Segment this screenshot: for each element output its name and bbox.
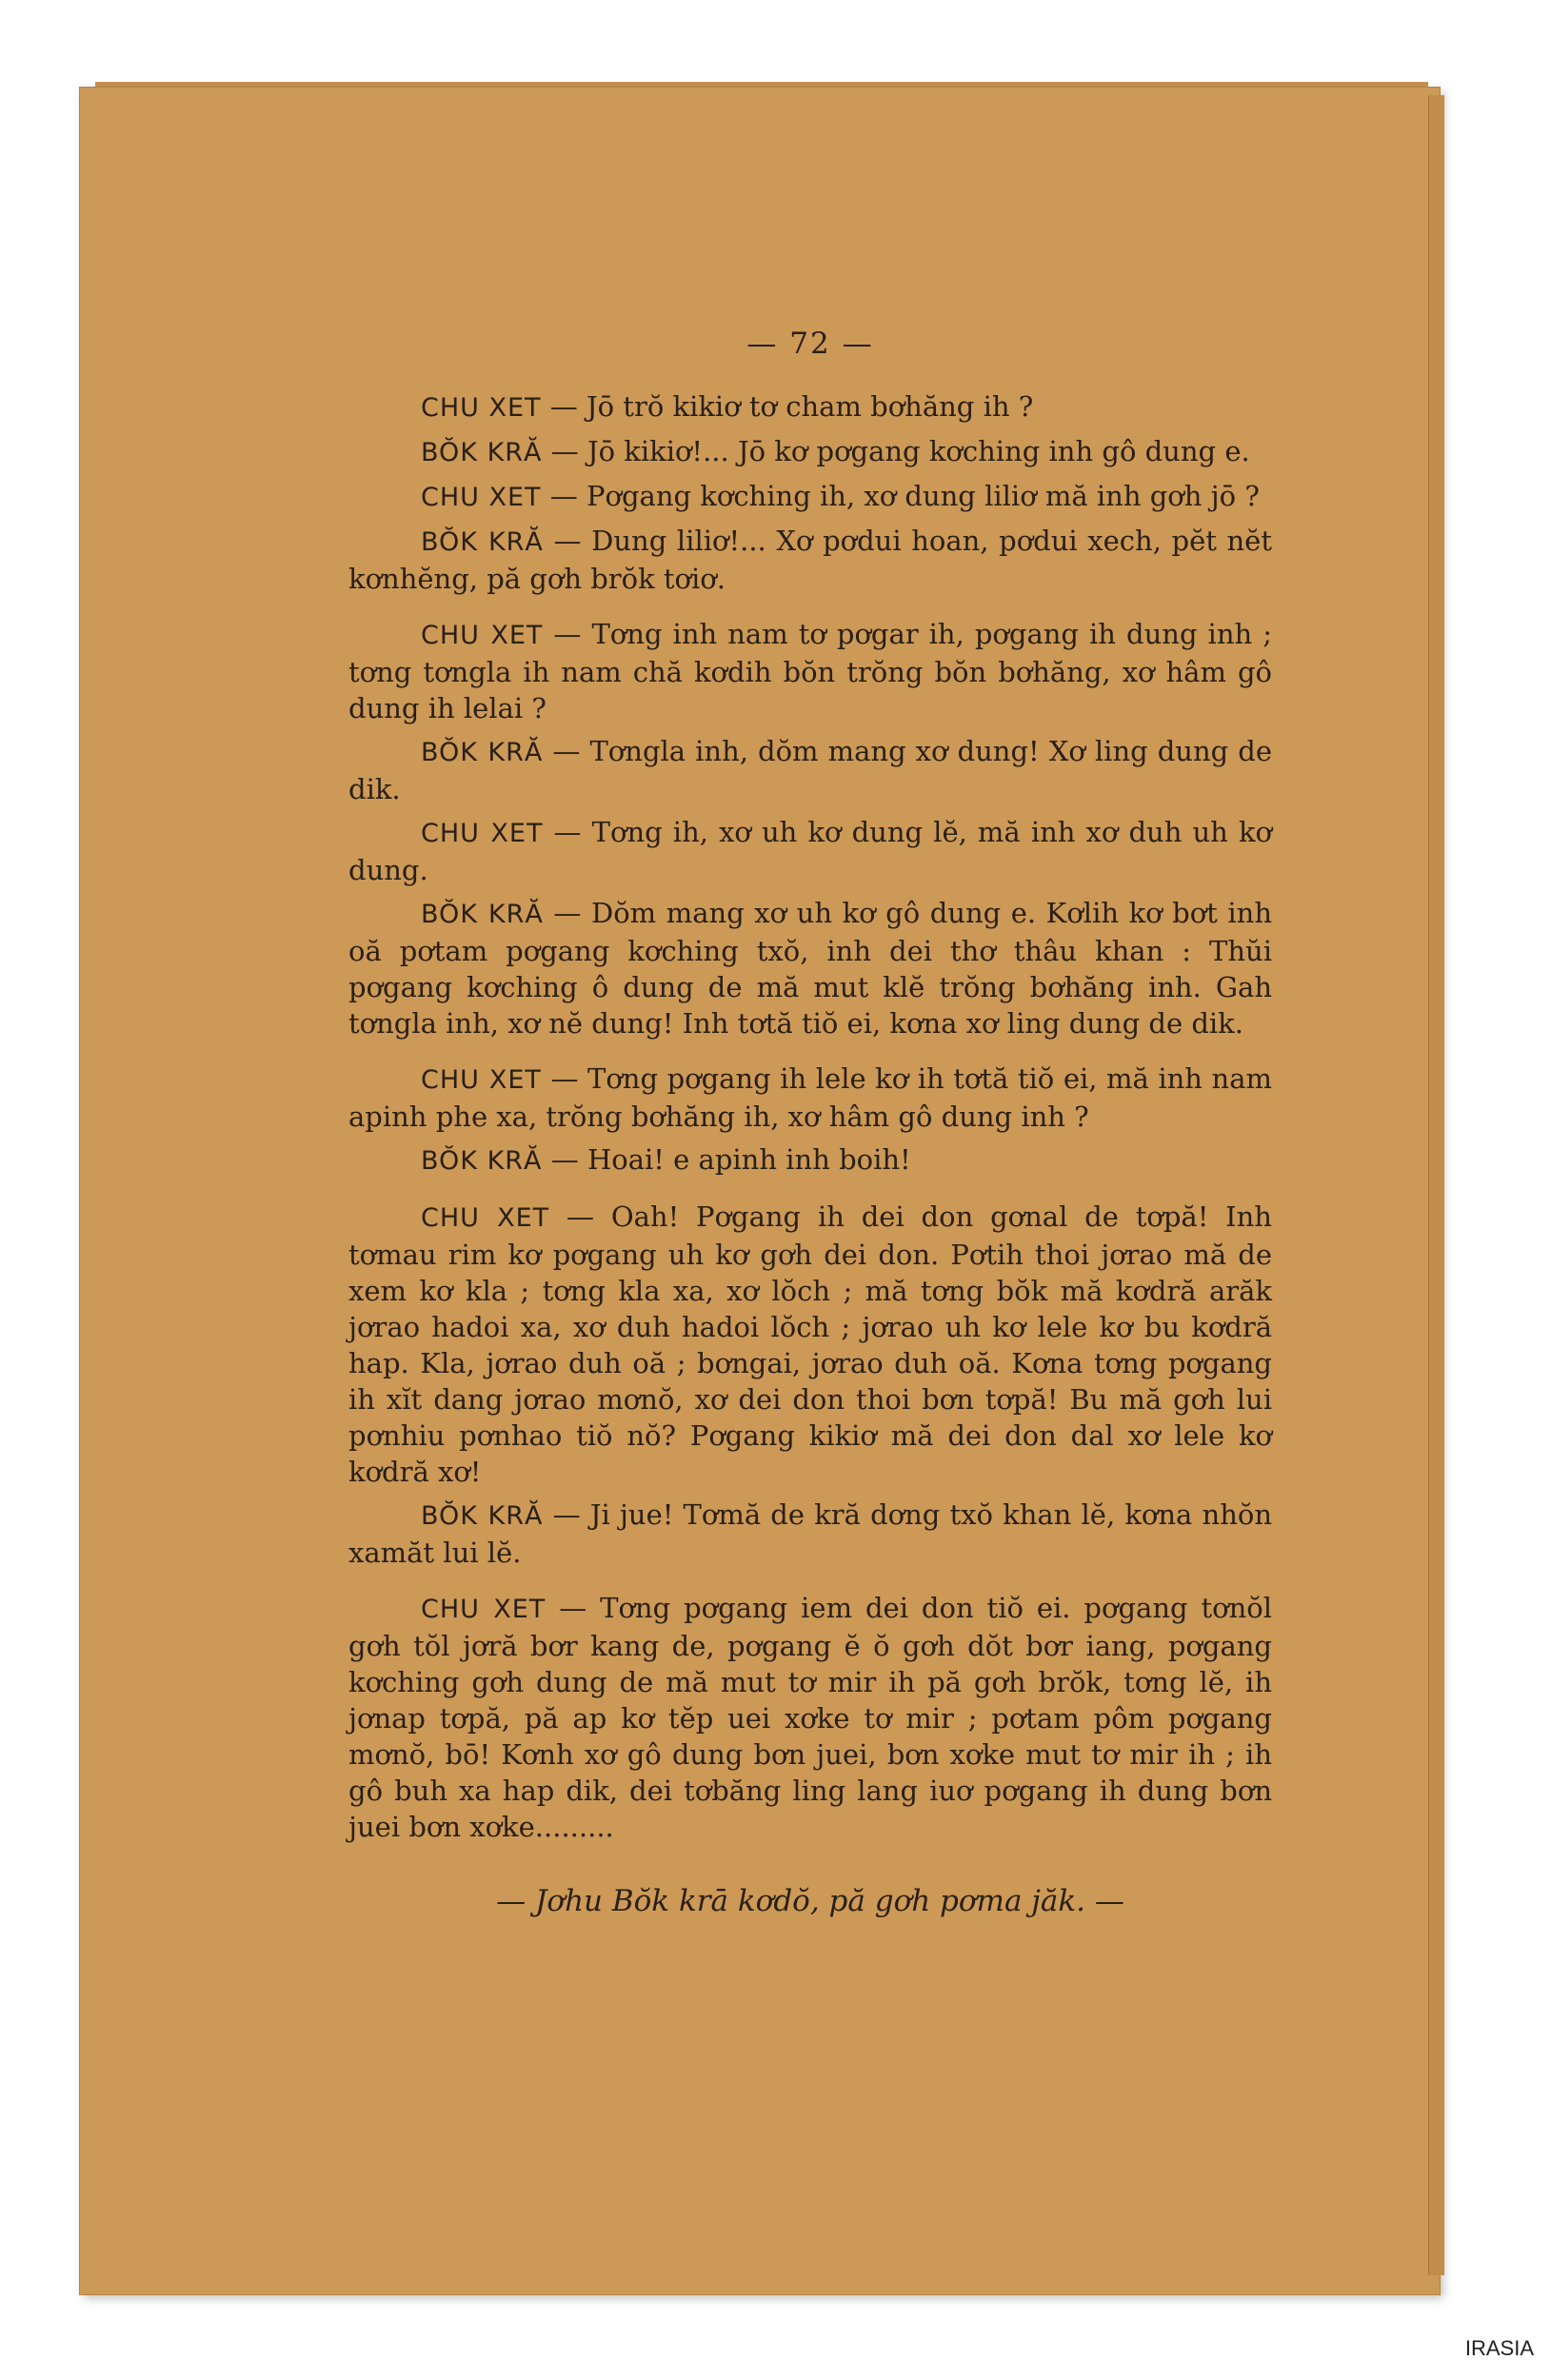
line-text: Tơngla inh, dŏm mang xơ dung! Xơ ling dung de dik. (348, 735, 1272, 805)
speaker: CHU XET (421, 483, 542, 512)
speaker: BŎK KRĂ (421, 438, 543, 467)
dialogue-line: CHU XET — Tơng inh nam tơ pơgar ih, pơgang ih dung inh ; tơng tơngla ih nam chă kơdih bŏn trŏng bŏn bơhăng, xơ hâm gô dung ih lelai ? (348, 618, 1272, 724)
dialogue-line: BŎK KRĂ — Hoai! e apinh inh boih! (421, 1143, 911, 1176)
speaker: BŎK KRĂ (421, 900, 544, 929)
line-text: Pơgang kơching ih, xơ dung liliơ mă inh gơh jō ? (587, 480, 1260, 512)
speaker: BŎK KRĂ (421, 1146, 543, 1176)
speaker: CHU XET (421, 1065, 542, 1095)
closing-line: — Jơhu Bŏk krā kơdŏ, pă gơh pơma jăk. — (496, 1884, 1124, 1918)
dialogue-line: CHU XET — Jō trŏ kikiơ tơ cham bơhăng ih ? (421, 390, 1034, 423)
dialogue-line: BŎK KRĂ — Jō kikiơ!... Jō kơ pơgang kơching inh gô dung e. (421, 435, 1250, 467)
line-text: Ji jue! Tơmă de kră dơng txŏ khan lĕ, kơna nhŏn xamăt lui lĕ. (348, 1498, 1273, 1569)
paper-right-edge (1428, 95, 1444, 2275)
speaker: BŎK KRĂ (421, 1501, 544, 1531)
speaker: CHU XET (421, 393, 542, 423)
dialogue-line: CHU XET — Tơng pơgang ih lele kơ ih tơtă tiŏ ei, mă inh nam apinh phe xa, trŏng bơhăng ih, xơ hâm gô dung inh ? (348, 1062, 1273, 1133)
dialogue-line: CHU XET — Tơng ih, xơ uh kơ dung lĕ, mă inh xơ duh uh kơ dung. (348, 816, 1272, 886)
line-text: Tơng pơgang iem dei don tiŏ ei. pơgang tơnŏl gơh tŏl jơră bơr kang de, pơgang ĕ ŏ gơh dŏt bơr iang, pơgang kơching gơh dung de mă mut tơ mir ih pă gơh brŏk, tơng lĕ, ih jơnap tơpă, pă ap kơ tĕp uei xơke tơ mir ; pơtam pôm pơgang mơnŏ, bō! Kơnh xơ gô dung bơn juei, bơn xơke mut tơ mir ih ; ih gô buh xa hap dik, dei tơbăng ling lang iuơ pơgang ih dung bơn juei bơn xơke......... (348, 1592, 1273, 1843)
speaker: CHU XET (421, 1595, 547, 1624)
line-text: Hoai! e apinh inh boih! (587, 1143, 911, 1176)
dialogue-line: BŎK KRĂ — Dŏm mang xơ uh kơ gô dung e. Kơlih kơ bơt inh oă pơtam pơgang kơching txŏ, inh dei thơ thâu khan : Thŭi pơgang kơching ô dung de mă mut klĕ trŏng bơhăng inh. Gah tơngla inh, xơ nĕ dung! Inh tơtă tiŏ ei, kơna xơ ling dung de dik. (348, 897, 1273, 1040)
speaker: CHU XET (421, 819, 544, 848)
line-text: Tơng ih, xơ uh kơ dung lĕ, mă inh xơ duh uh kơ dung. (348, 816, 1272, 886)
dialogue-line: BŎK KRĂ — Dung liliơ!... Xơ pơdui hoan, pơdui xech, pĕt nĕt kơnhĕng, pă gơh brŏk tơiơ. (348, 525, 1272, 595)
dialogue-line: CHU XET — Oah! Pơgang ih dei don gơnal de tơpă! Inh tơmau rim kơ pơgang uh kơ gơh dei don. Pơtih thoi jơrao mă de xem kơ kla ; tơng kla xa, xơ lŏch ; mă tơng bŏk mă kơdră arăk jơrao hadoi xa, xơ duh hadoi lŏch ; jơrao uh kơ lele kơ bu kơdră hap. Kla, jơrao duh oă ; bơngai, jơrao duh oă. Kơna tơng pơgang ih xĭt dang jơrao mơnŏ, xơ dei don thoi bơn tơpă! Bu mă gơh lui pơnhiu pơnhao tiŏ nŏ? Pơgang kikiơ mă dei don dal xơ lele kơ kơdră xơ! (348, 1200, 1272, 1488)
line-text: Jō kikiơ!... Jō kơ pơgang kơching inh gô dung e. (587, 435, 1250, 467)
dialogue-line: BŎK KRĂ — Tơngla inh, dŏm mang xơ dung! Xơ ling dung de dik. (348, 735, 1272, 805)
line-text: Oah! Pơgang ih dei don gơnal de tơpă! Inh tơmau rim kơ pơgang uh kơ gơh dei don. Pơtih thoi jơrao mă de xem kơ kla ; tơng kla xa, xơ lŏch ; mă tơng bŏk mă kơdră arăk jơrao hadoi xa, xơ duh hadoi lŏch ; jơrao uh kơ lele kơ bu kơdră hap. Kla, jơrao duh oă ; bơngai, jơrao duh oă. Kơna tơng pơgang ih xĭt dang jơrao mơnŏ, xơ dei don thoi bơn tơpă! Bu mă gơh lui pơnhiu pơnhao tiŏ nŏ? Pơgang kikiơ mă dei don dal xơ lele kơ kơdră xơ! (348, 1200, 1272, 1488)
library-watermark: IRASIA (1464, 2336, 1534, 2360)
speaker: CHU XET (421, 1203, 550, 1233)
dialogue-line: CHU XET — Pơgang kơching ih, xơ dung liliơ mă inh gơh jō ? (421, 480, 1260, 512)
speaker: BŎK KRĂ (421, 527, 544, 557)
line-text: Dung liliơ!... Xơ pơdui hoan, pơdui xech, pĕt nĕt kơnhĕng, pă gơh brŏk tơiơ. (348, 525, 1272, 595)
speaker: CHU XET (421, 621, 544, 650)
line-text: Tơng pơgang ih lele kơ ih tơtă tiŏ ei, mă inh nam apinh phe xa, trŏng bơhăng ih, xơ hâm gô dung inh ? (348, 1062, 1273, 1133)
dialogue-line: CHU XET — Tơng pơgang iem dei don tiŏ ei. pơgang tơnŏl gơh tŏl jơră bơr kang de, pơgang ĕ ŏ gơh dŏt bơr iang, pơgang kơching gơh dung de mă mut tơ mir ih pă gơh brŏk, tơng lĕ, ih jơnap tơpă, pă ap kơ tĕp uei xơke tơ mir ; pơtam pôm pơgang mơnŏ, bō! Kơnh xơ gô dung bơn juei, bơn xơke mut tơ mir ih ; ih gô buh xa hap dik, dei tơbăng ling lang iuơ pơgang ih dung bơn juei bơn xơke......... (348, 1592, 1273, 1843)
line-text: Jō trŏ kikiơ tơ cham bơhăng ih ? (587, 390, 1034, 423)
line-text: Dŏm mang xơ uh kơ gô dung e. Kơlih kơ bơt inh oă pơtam pơgang kơching txŏ, inh dei thơ thâu khan : Thŭi pơgang kơching ô dung de mă mut klĕ trŏng bơhăng inh. Gah tơngla inh, xơ nĕ dung! Inh tơtă tiŏ ei, kơna xơ ling dung de dik. (348, 897, 1273, 1040)
speaker: BŎK KRĂ (421, 738, 544, 767)
line-text: Tơng inh nam tơ pơgar ih, pơgang ih dung inh ; tơng tơngla ih nam chă kơdih bŏn trŏng bŏn bơhăng, xơ hâm gô dung ih lelai ? (348, 618, 1272, 724)
dialogue-line: BŎK KRĂ — Ji jue! Tơmă de kră dơng txŏ khan lĕ, kơna nhŏn xamăt lui lĕ. (348, 1498, 1273, 1569)
page-number: — 72 — (746, 327, 874, 361)
page-text (348, 314, 1272, 1919)
